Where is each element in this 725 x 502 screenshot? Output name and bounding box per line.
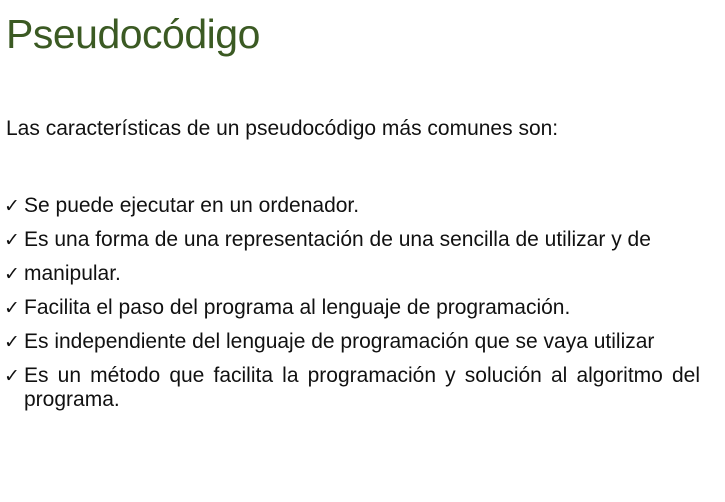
check-icon: ✓ <box>4 297 20 319</box>
intro-text: Las características de un pseudocódigo más comunes son: <box>6 117 559 140</box>
slide-title: Pseudocódigo <box>6 11 260 57</box>
list-item <box>4 194 700 218</box>
list-item <box>4 228 700 252</box>
list-item-text: Es una forma de una representación de una sencilla de utilizar y de <box>24 228 651 251</box>
list-item-text: manipular. <box>24 262 121 285</box>
list-item-text: Facilita el paso del programa al lenguaje de programación. <box>24 296 571 319</box>
check-icon: ✓ <box>4 229 20 251</box>
characteristics-list <box>4 194 700 422</box>
check-icon: ✓ <box>4 365 20 387</box>
check-icon: ✓ <box>4 331 20 353</box>
list-item-text: Se puede ejecutar en un ordenador. <box>24 194 360 217</box>
check-icon: ✓ <box>4 195 20 217</box>
check-icon: ✓ <box>4 263 20 285</box>
list-item <box>4 262 700 286</box>
list-item <box>4 330 700 354</box>
list-item <box>4 296 700 320</box>
list-item-text: Es un método que facilita la programación y solución al algoritmo del programa. <box>24 364 700 411</box>
list-item <box>4 364 700 412</box>
list-item-text: Es independiente del lenguaje de programación que se vaya utilizar <box>24 330 655 353</box>
